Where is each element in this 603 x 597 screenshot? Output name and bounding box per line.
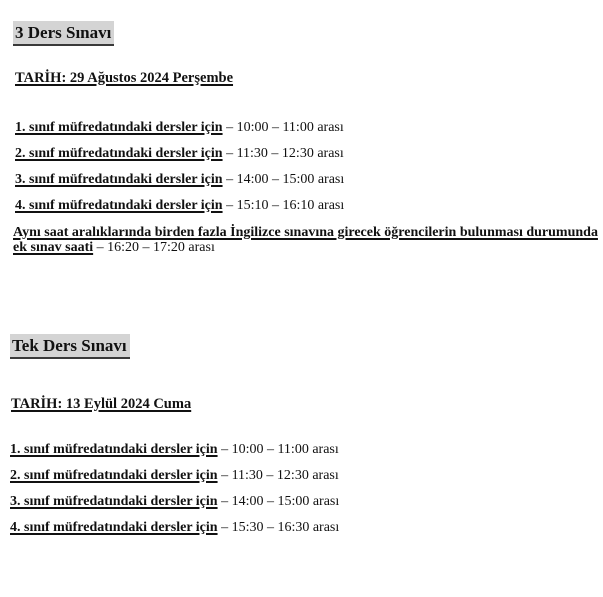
row-time: – 14:00 – 15:00 arası: [217, 494, 340, 509]
section1-extra-row: [13, 225, 603, 255]
section1-row-4: [15, 197, 344, 214]
extra-time: – 16:20 – 17:20 arası: [93, 240, 215, 255]
section2-row-2: [10, 467, 339, 484]
section1-date: TARİH: 29 Ağustos 2024 Perşembe: [15, 70, 234, 86]
row-label: 1. sınıf müfredatındaki dersler için: [10, 442, 218, 457]
section2-title: Tek Ders Sınavı: [10, 334, 130, 359]
row-time: – 15:10 – 16:10 arası: [222, 198, 345, 213]
section2-row-4: [10, 519, 339, 536]
row-label: 3. sınıf müfredatındaki dersler için: [15, 172, 223, 187]
row-label: 3. sınıf müfredatındaki dersler için: [10, 494, 218, 509]
section2-date: TARİH: 13 Eylül 2024 Cuma: [11, 396, 192, 412]
row-time: – 11:30 – 12:30 arası: [222, 146, 344, 161]
section1-row-3: [15, 171, 344, 188]
row-label: 2. sınıf müfredatındaki dersler için: [15, 146, 223, 161]
row-label: 4. sınıf müfredatındaki dersler için: [10, 520, 218, 535]
section1-title: 3 Ders Sınavı: [13, 21, 114, 46]
section1-row-1: [15, 119, 344, 136]
row-time: – 14:00 – 15:00 arası: [222, 172, 345, 187]
row-label: 1. sınıf müfredatındaki dersler için: [15, 120, 223, 135]
section2-row-3: [10, 493, 339, 510]
section2-row-1: [10, 441, 339, 458]
row-time: – 10:00 – 11:00 arası: [222, 120, 344, 135]
row-label: 2. sınıf müfredatındaki dersler için: [10, 468, 218, 483]
row-time: – 11:30 – 12:30 arası: [217, 468, 339, 483]
row-label: 4. sınıf müfredatındaki dersler için: [15, 198, 223, 213]
section1-row-2: [15, 145, 344, 162]
extra-label: Aynı saat aralıklarında birden fazla İngilizce sınavına girecek öğrencilerin bulunması durumunda ek sınav saati: [13, 225, 598, 255]
row-time: – 10:00 – 11:00 arası: [217, 442, 339, 457]
row-time: – 15:30 – 16:30 arası: [217, 520, 340, 535]
